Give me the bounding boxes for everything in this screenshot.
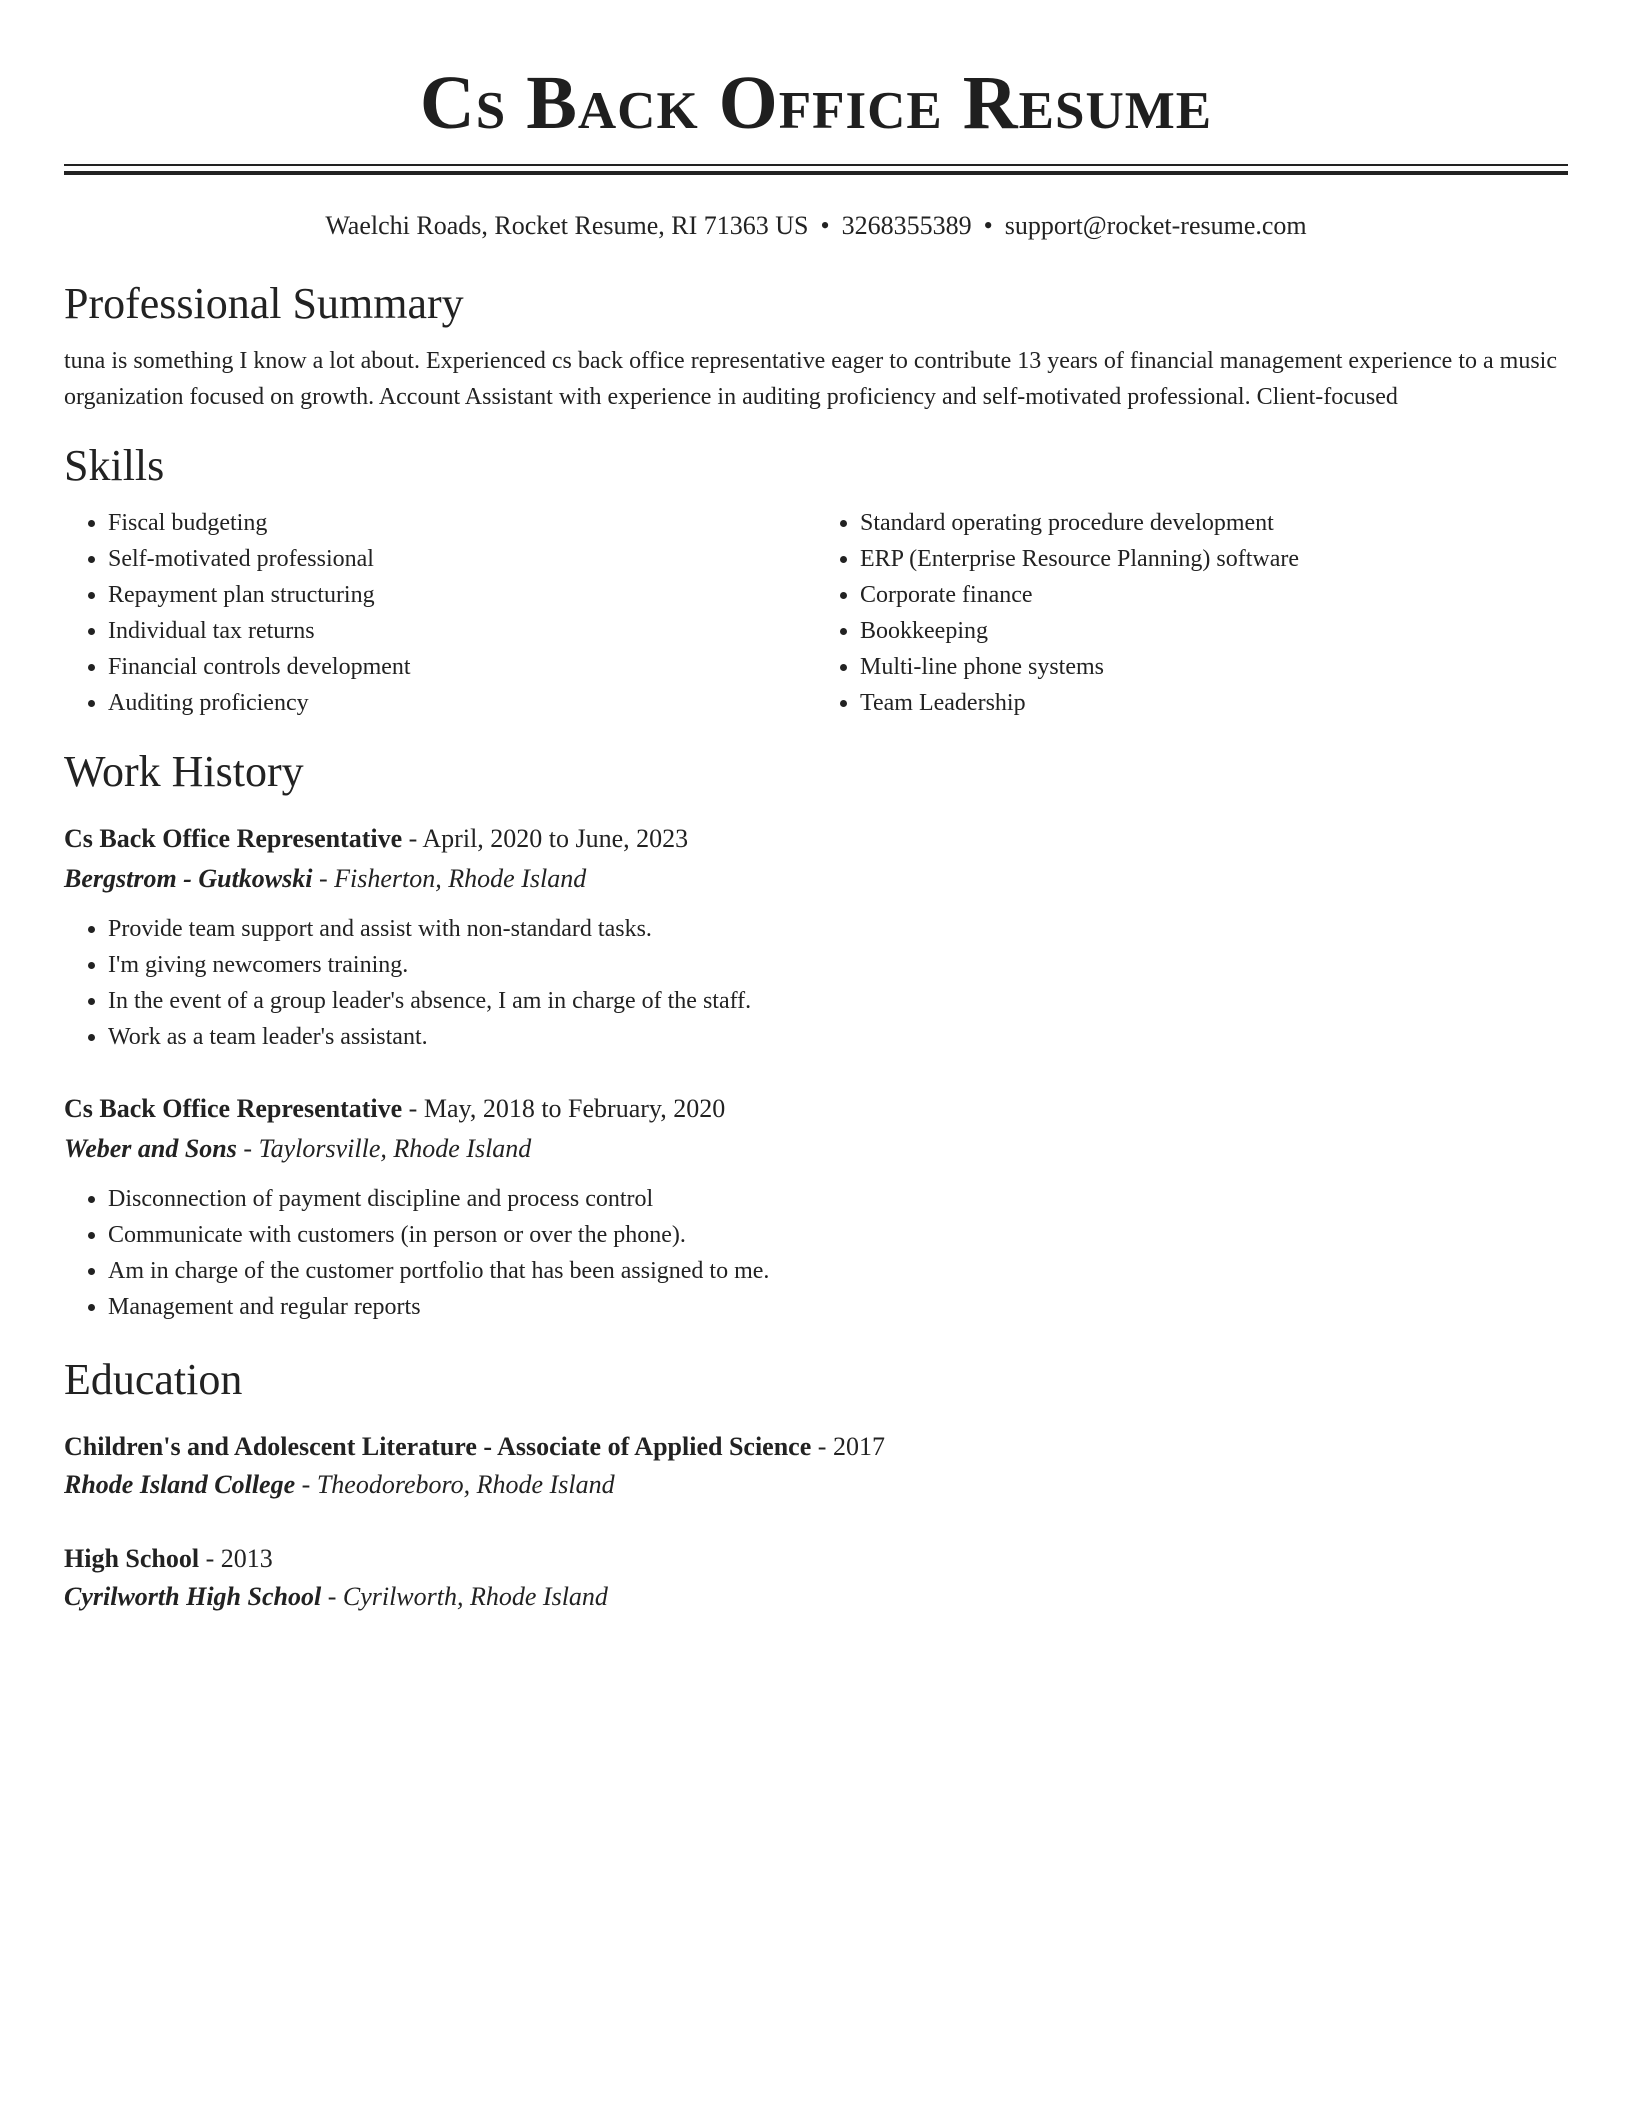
contact-line [64,209,1568,243]
job-dates: April, 2020 to June, 2023 [422,824,689,853]
skill-item: • Standard operating procedure development [860,505,1568,541]
skill-item: • Team Leadership [860,685,1568,721]
education-institution: Rhode Island College - Theodoreboro, Rhode Island [64,1470,615,1499]
job-company: Weber and Sons [64,1134,237,1163]
education-school: Rhode Island College [64,1470,296,1499]
education-school: Cyrilworth High School [64,1582,322,1611]
education-section [64,1353,1568,1615]
education-header: High School - 2013 [64,1544,273,1573]
title-divider [64,164,1568,175]
education-location: Theodoreboro, Rhode Island [316,1470,615,1499]
skill-item: • Self-motivated professional [108,541,816,577]
job-role: Cs Back Office Representative [64,824,403,853]
job-entry [64,821,1568,1055]
education-institution: Cyrilworth High School - Cyrilworth, Rhode Island [64,1582,608,1611]
contact-address: Waelchi Roads, Rocket Resume, RI 71363 US [325,211,809,240]
skill-item: • Fiscal budgeting [108,505,816,541]
education-degree: High School [64,1544,200,1573]
job-duty: • Management and regular reports [108,1289,1568,1325]
skills-list-left [64,505,816,721]
education-year: 2013 [220,1544,273,1573]
skill-item: • Auditing proficiency [108,685,816,721]
work-history-heading: Work History [64,747,304,796]
job-location: Taylorsville, Rhode Island [258,1134,532,1163]
skill-item: • Individual tax returns [108,613,816,649]
contact-email: support@rocket-resume.com [1004,211,1307,240]
contact-separator: • [820,211,830,240]
skill-item: • ERP (Enterprise Resource Planning) software [860,541,1568,577]
job-header: Cs Back Office Representative - April, 2020 to June, 2023 [64,824,689,853]
job-duty: • Work as a team leader's assistant. [108,1019,1568,1055]
job-duty: • I'm giving newcomers training. [108,947,1568,983]
summary-text: tuna is something I know a lot about. Experienced cs back office representative eager to contribute 13 years of financial management experience to a music organization focused on growth. Account Assistant with experience in auditing proficiency and self-motivated professional. Client-focused [64,348,1557,410]
job-employer: Bergstrom - Gutkowski - Fisherton, Rhode Island [64,864,587,893]
job-role: Cs Back Office Representative [64,1094,403,1123]
summary-heading: Professional Summary [64,279,464,328]
job-duties [64,911,1568,1055]
job-location: Fisherton, Rhode Island [334,864,587,893]
job-duty: • Disconnection of payment discipline and process control [108,1181,1568,1217]
skills-columns [64,505,1568,721]
job-duties [64,1181,1568,1325]
job-dates: May, 2018 to February, 2020 [423,1094,726,1123]
education-year: 2017 [832,1432,885,1461]
job-entry [64,1091,1568,1325]
education-location: Cyrilworth, Rhode Island [342,1582,608,1611]
job-duty: • Communicate with customers (in person or over the phone). [108,1217,1568,1253]
skill-item: • Bookkeeping [860,613,1568,649]
job-header: Cs Back Office Representative - May, 2018 to February, 2020 [64,1094,726,1123]
skill-item: • Repayment plan structuring [108,577,816,613]
skill-item: • Financial controls development [108,649,816,685]
contact-separator: • [983,211,993,240]
work-history-section [64,745,1568,1325]
education-heading: Education [64,1355,243,1404]
skills-heading: Skills [64,441,165,490]
skill-item: • Corporate finance [860,577,1568,613]
contact-phone: 3268355389 [841,211,972,240]
skill-item: • Multi-line phone systems [860,649,1568,685]
job-company: Bergstrom - Gutkowski [64,864,313,893]
education-header: Children's and Adolescent Literature - Associate of Applied Science - 2017 [64,1432,885,1461]
resume-title: Cs Back Office Resume [419,61,1213,145]
summary-section [64,277,1568,415]
education-degree: Children's and Adolescent Literature - Associate of Applied Science [64,1432,812,1461]
job-employer: Weber and Sons - Taylorsville, Rhode Island [64,1134,532,1163]
education-entry [64,1429,1568,1503]
job-duty: • In the event of a group leader's absence, I am in charge of the staff. [108,983,1568,1019]
skills-list-right [816,505,1568,721]
job-duty: • Am in charge of the customer portfolio that has been assigned to me. [108,1253,1568,1289]
education-entry [64,1541,1568,1615]
job-duty: • Provide team support and assist with non-standard tasks. [108,911,1568,947]
skills-section [64,439,1568,721]
